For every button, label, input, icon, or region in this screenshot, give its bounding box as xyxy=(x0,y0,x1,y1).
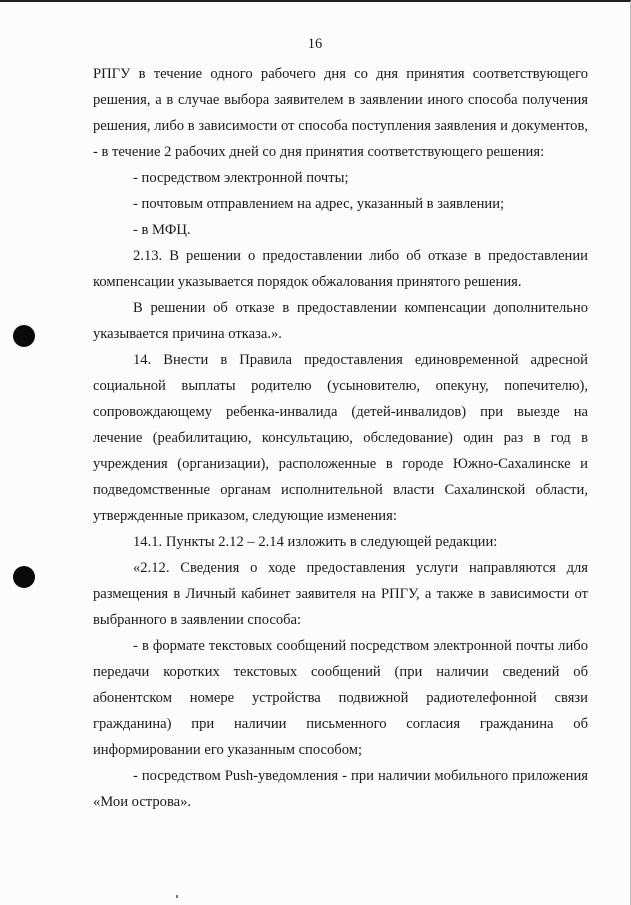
paragraph-2-12: «2.12. Сведения о ходе предоставления услуги направляются для размещения в Личный кабинет заявителя на РПГУ, а также в зависимости от выбранного в заявлении способа: xyxy=(93,560,588,628)
document-body xyxy=(93,61,588,815)
list-item-email: - посредством электронной почты; xyxy=(133,170,349,186)
list-item-push: - посредством Push-уведомления - при наличии мобильного приложения «Мои острова». xyxy=(93,768,588,810)
paragraph-14-1: 14.1. Пункты 2.12 – 2.14 изложить в следующей редакции: xyxy=(133,534,498,550)
paragraph-2-13: 2.13. В решении о предоставлении либо об отказе в предоставлении компенсации указывается порядок обжалования принятого решения. xyxy=(93,248,588,290)
page-number: 16 xyxy=(307,36,323,52)
list-item-mfc: - в МФЦ. xyxy=(133,222,191,238)
paragraph-14: 14. Внести в Правила предоставления единовременной адресной социальной выплаты родителю (усыновителю, опекуну, попечителю), сопровождающему ребенка-инвалида (детей-инвалидов) при выезде на лечение (реабилитацию, консультацию, обследование) один раз в год в учреждения (организации), расположенные в городе Южно-Сахалинске и подведомственные органам исполнительной власти Сахалинской области, утвержденные приказом, следующие изменения: xyxy=(93,352,588,524)
paragraph-decision-delivery: РПГУ в течение одного рабочего дня со дня принятия соответствующего решения, а в случае выбора заявителем в заявлении иного способа получения решения, либо в зависимости от способа поступления заявления и документов, - в течение 2 рабочих дней со дня принятия соответствующего решения: xyxy=(93,66,588,160)
list-item-postal: - почтовым отправлением на адрес, указанный в заявлении; xyxy=(133,196,505,212)
list-item-text-messages: - в формате текстовых сообщений посредством электронной почты либо передачи коротких текстовых сообщений (при наличии сведений об абонентском номере устройства подвижной радиотелефонной связи гражданина) при наличии письменного согласия гражданина об информировании его указанным способом; xyxy=(93,638,588,758)
punch-hole-top xyxy=(13,325,35,347)
paragraph-refusal-reason: В решении об отказе в предоставлении компенсации дополнительно указывается причина отказа.». xyxy=(93,300,588,342)
scan-speck xyxy=(176,895,178,898)
punch-hole-bottom xyxy=(13,566,35,588)
